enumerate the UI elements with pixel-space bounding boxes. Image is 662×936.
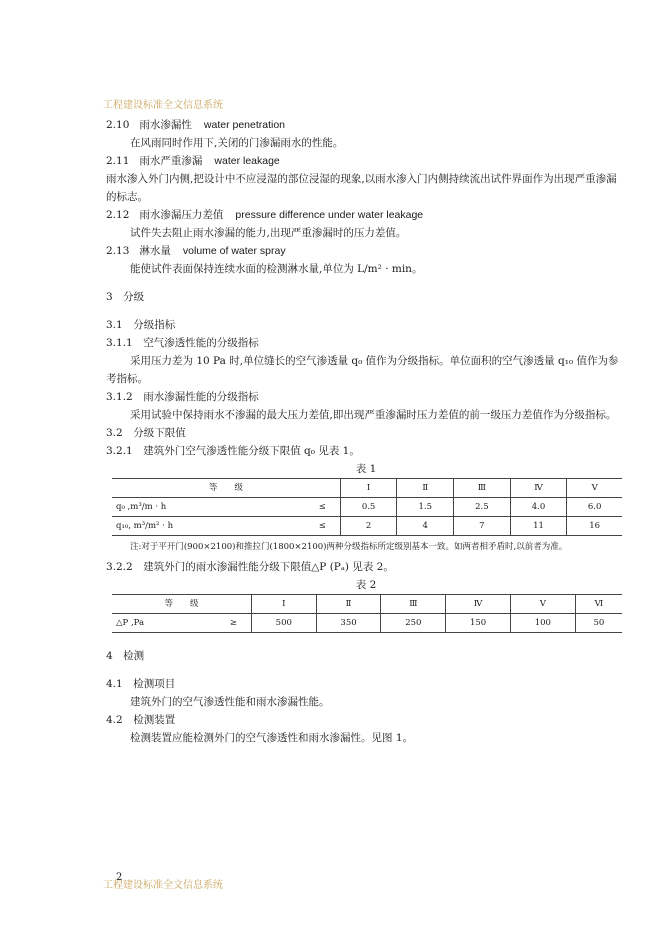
table-row <box>112 517 622 536</box>
section-3-heading: 3 分级 <box>106 291 145 303</box>
table-cell: 0.5 <box>340 498 397 517</box>
section-3-1-2: 3.1.2 雨水渗漏性能的分级指标 <box>106 391 259 403</box>
table-header-label: 等 级 <box>112 595 251 614</box>
page-number: 2 <box>116 872 123 883</box>
table-header-grade: Ⅰ <box>251 595 316 614</box>
section-3-1-1: 3.1.1 空气渗透性能的分级指标 <box>106 337 259 349</box>
table-cell: 2.5 <box>454 498 511 517</box>
section-4-2: 4.2 检测装置 <box>106 714 176 726</box>
table-1-title: 表 1 <box>355 463 377 475</box>
table-header-grade: Ⅱ <box>397 479 454 498</box>
section-4-heading: 4 检测 <box>106 650 145 662</box>
table-cell: 100 <box>510 614 575 633</box>
table-cell: 4.0 <box>510 498 567 517</box>
table-cell: 350 <box>316 614 381 633</box>
table-row <box>112 595 622 614</box>
section-3-2-1: 3.2.1 建筑外门空气渗透性能分级下限值 q₀ 见表 1。 <box>106 445 360 457</box>
table-header-grade: Ⅴ <box>567 479 622 498</box>
section-3-1: 3.1 分级指标 <box>106 319 176 331</box>
table-header-grade: Ⅲ <box>381 595 446 614</box>
row-operator: ≤ <box>305 517 341 536</box>
table-row <box>112 479 622 498</box>
watermark-top: 工程建设标准全文信息系统 <box>103 100 223 111</box>
table-cell: 150 <box>446 614 511 633</box>
table-cell: 2 <box>340 517 397 536</box>
row-label: q₁₀, m³/m² · h <box>112 517 305 536</box>
def-2-10-desc: 在风雨同时作用下,关闭的门渗漏雨水的性能。 <box>130 137 344 149</box>
section-3-2: 3.2 分级下限值 <box>106 427 186 439</box>
table-1-note: 注:对于平开门(900×2100)和推拉门(1800×2100)两种分级指标所定级别基本一致。如两者相矛盾时,以前者为准。 <box>130 542 568 552</box>
def-2-11-desc: 雨水渗入外门内侧,把设计中不应浸湿的部位浸湿的现象,以雨水渗入门内侧持续流出试件界面作为出现严重渗漏的标志。 <box>106 173 617 203</box>
table-cell: 50 <box>575 614 622 633</box>
table-2 <box>112 594 622 633</box>
row-label: q₀ ,m³/m · h <box>112 498 305 517</box>
table-header-grade: Ⅵ <box>575 595 622 614</box>
table-header-grade: Ⅴ <box>510 595 575 614</box>
table-cell: 1.5 <box>397 498 454 517</box>
def-2-10-heading: 2.10 雨水渗漏性 water penetration <box>106 119 286 131</box>
table-cell: 16 <box>567 517 622 536</box>
table-cell: 11 <box>510 517 567 536</box>
table-cell: 7 <box>454 517 511 536</box>
table-cell: 500 <box>251 614 316 633</box>
def-2-13-desc: 能使试件表面保持连续水面的检测淋水量,单位为 L/m² · min。 <box>130 263 423 275</box>
document-body <box>106 116 626 747</box>
section-4-2-text: 检测装置应能检测外门的空气渗透性和雨水渗漏性。见图 1。 <box>130 732 414 744</box>
row-label: △P ,Pa <box>112 614 216 633</box>
row-operator: ≥ <box>216 614 251 633</box>
table-1 <box>112 478 622 536</box>
def-2-11-heading: 2.11 雨水严重渗漏 water leakage <box>106 155 280 167</box>
table-header-grade: Ⅱ <box>316 595 381 614</box>
def-2-13-heading: 2.13 淋水量 volume of water spray <box>106 245 286 257</box>
table-header-label: 等 级 <box>112 479 340 498</box>
watermark-bottom: 工程建设标准全文信息系统 <box>103 880 223 891</box>
def-2-12-desc: 试件失去阻止雨水渗漏的能力,出现严重渗漏时的压力差值。 <box>130 227 407 239</box>
section-4-1: 4.1 检测项目 <box>106 678 176 690</box>
section-3-1-2-text: 采用试验中保持雨水不渗漏的最大压力差值,即出现严重渗漏时压力差值的前一级压力差值作为分级指标。 <box>130 409 617 421</box>
table-cell: 6.0 <box>567 498 622 517</box>
table-header-grade: Ⅰ <box>340 479 397 498</box>
table-cell: 4 <box>397 517 454 536</box>
table-header-grade: Ⅳ <box>510 479 567 498</box>
def-2-12-heading: 2.12 雨水渗漏压力差值 pressure difference under water leakage <box>106 209 424 221</box>
table-row <box>112 498 622 517</box>
table-header-grade: Ⅲ <box>454 479 511 498</box>
section-4-1-text: 建筑外门的空气渗透性能和雨水渗漏性能。 <box>130 696 330 708</box>
table-header-grade: Ⅳ <box>446 595 511 614</box>
section-3-2-2: 3.2.2 建筑外门的雨水渗漏性能分级下限值△P (Pₐ) 见表 2。 <box>106 561 394 573</box>
table-2-title: 表 2 <box>355 579 377 591</box>
section-3-1-1-text: 采用压力差为 10 Pa 时,单位缝长的空气渗透量 q₀ 值作为分级指标。单位面积的空气渗透量 q₁₀ 值作为参考指标。 <box>106 355 619 385</box>
table-row <box>112 614 622 633</box>
table-cell: 250 <box>381 614 446 633</box>
row-operator: ≤ <box>305 498 341 517</box>
